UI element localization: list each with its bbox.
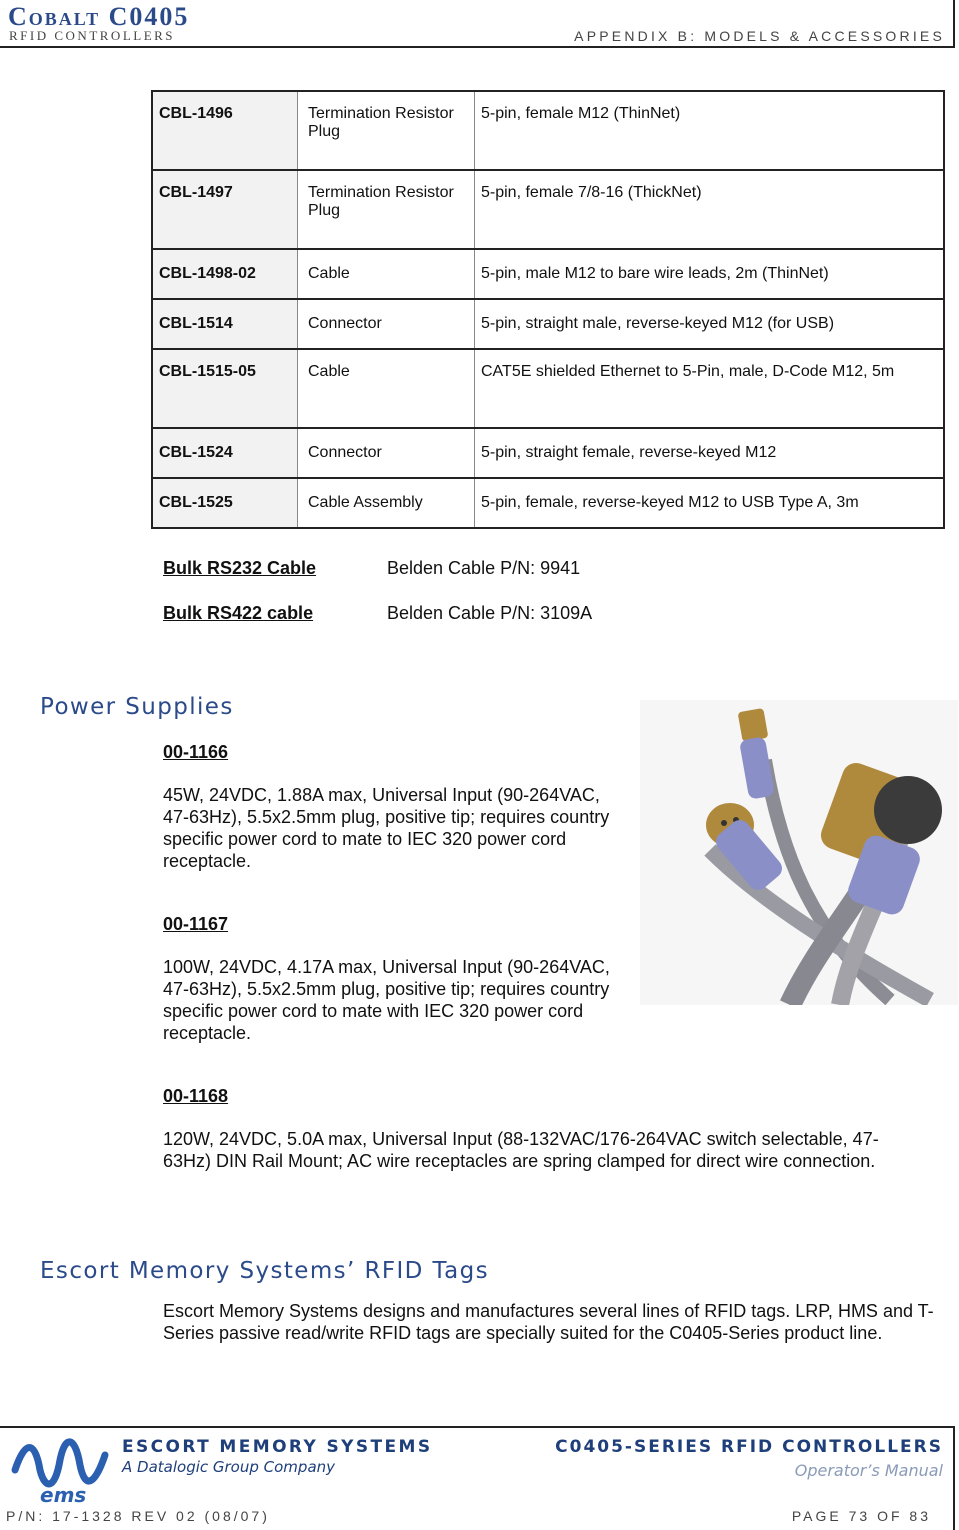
type-cell: Termination Resistor Plug — [298, 170, 475, 249]
manual-title: Operator’s Manual — [794, 1461, 943, 1480]
header-divider — [0, 46, 955, 48]
description-cell: CAT5E shielded Ethernet to 5-Pin, male, D-Code M12, 5m — [475, 349, 945, 428]
cable-connectors-photo — [640, 700, 958, 1005]
power-supply-part-number: 00-1168 — [163, 1086, 229, 1106]
company-tagline: A Datalogic Group Company — [122, 1458, 336, 1476]
bulk-rs422-value: Belden Cable P/N: 3109A — [387, 603, 593, 623]
document-part-number: P/N: 17-1328 REV 02 (08/07) — [6, 1508, 270, 1524]
table-row — [152, 170, 944, 249]
type-cell: Cable — [298, 349, 475, 428]
power-supply-part-number: 00-1166 — [163, 742, 229, 762]
ems-logo-icon — [10, 1430, 120, 1506]
part-number-cell: CBL-1498-02 — [152, 249, 298, 299]
part-number-cell: CBL-1497 — [152, 170, 298, 249]
type-cell: Termination Resistor Plug — [298, 91, 475, 170]
table-row — [152, 249, 944, 299]
table-row — [152, 349, 944, 428]
type-cell: Cable Assembly — [298, 478, 475, 528]
bulk-rs422-label: Bulk RS422 cable — [163, 603, 314, 623]
type-cell: Connector — [298, 428, 475, 478]
ems-logo-text: ems — [40, 1483, 87, 1506]
page-number: PAGE 73 OF 83 — [791, 1508, 931, 1524]
cobalt-logo-subtitle: RFID CONTROLLERS — [9, 28, 176, 43]
rfid-tags-paragraph: Escort Memory Systems designs and manufactures several lines of RFID tags. LRP, HMS and T-Series passive read/write RFID tags are specially suited for the C0405-Series product line. — [163, 1301, 934, 1343]
bulk-rs232-value: Belden Cable P/N: 9941 — [387, 558, 581, 578]
appendix-title: APPENDIX B: MODELS & ACCESSORIES — [574, 28, 945, 44]
description-cell: 5-pin, female M12 (ThinNet) — [475, 91, 945, 170]
power-supply-part-number: 00-1167 — [163, 914, 229, 934]
rfid-tags-heading: Escort Memory Systems’ RFID Tags — [40, 1258, 489, 1284]
bulk-rs232-label: Bulk RS232 Cable — [163, 558, 317, 578]
table-row — [152, 478, 944, 528]
table-row — [152, 428, 944, 478]
footer-edge — [953, 1426, 955, 1530]
company-name: ESCORT MEMORY SYSTEMS — [122, 1437, 433, 1457]
power-supply-description: 45W, 24VDC, 1.88A max, Universal Input (90-264VAC, 47-63Hz), 5.5x2.5mm plug, positive tip; requires country specific power cord to mate to IEC 320 power cord receptacle. — [163, 785, 610, 871]
description-cell: 5-pin, straight male, reverse-keyed M12 (for USB) — [475, 299, 945, 349]
header-edge — [953, 0, 955, 48]
description-cell: 5-pin, straight female, reverse-keyed M12 — [475, 428, 945, 478]
part-number-cell: CBL-1514 — [152, 299, 298, 349]
power-supply-description: 100W, 24VDC, 4.17A max, Universal Input (90-264VAC, 47-63Hz), 5.5x2.5mm plug, positive tip; requires country specific power cord to mate with IEC 320 power cord receptacle. — [163, 957, 610, 1043]
power-supplies-heading: Power Supplies — [40, 694, 234, 720]
table-row — [152, 91, 944, 170]
page-header — [0, 0, 959, 50]
table-row — [152, 299, 944, 349]
part-number-cell: CBL-1524 — [152, 428, 298, 478]
part-number-cell: CBL-1496 — [152, 91, 298, 170]
product-title: C0405-SERIES RFID CONTROLLERS — [555, 1437, 943, 1457]
accessories-table — [151, 90, 945, 529]
footer-divider — [0, 1426, 955, 1428]
power-supply-description: 120W, 24VDC, 5.0A max, Universal Input (88-132VAC/176-264VAC switch selectable, 47-63Hz) DIN Rail Mount; AC wire receptacles are spring clamped for direct wire connection. — [163, 1129, 879, 1171]
part-number-cell: CBL-1515-05 — [152, 349, 298, 428]
description-cell: 5-pin, male M12 to bare wire leads, 2m (ThinNet) — [475, 249, 945, 299]
description-cell: 5-pin, female, reverse-keyed M12 to USB Type A, 3m — [475, 478, 945, 528]
part-number-cell: CBL-1525 — [152, 478, 298, 528]
cobalt-logo: Cobalt C0405 — [8, 2, 190, 31]
type-cell: Cable — [298, 249, 475, 299]
description-cell: 5-pin, female 7/8-16 (ThickNet) — [475, 170, 945, 249]
type-cell: Connector — [298, 299, 475, 349]
